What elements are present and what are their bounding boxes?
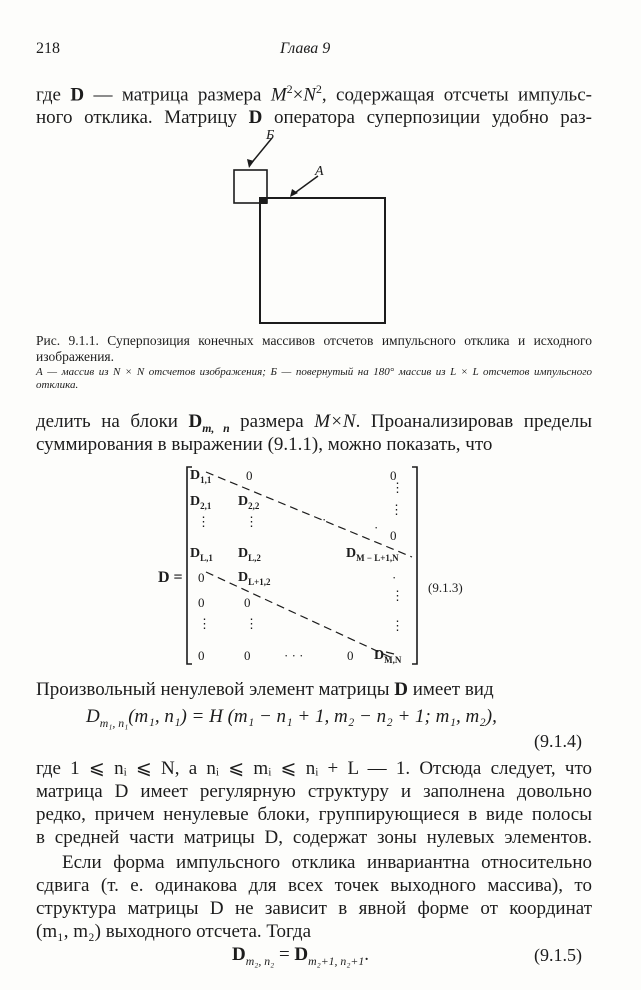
vertical-dots: ⋮ (245, 616, 258, 631)
matrix-equation (150, 462, 610, 672)
para-text: делить на блоки (36, 411, 189, 432)
matrix-lhs: D = (158, 569, 183, 586)
eq-symbol: D (294, 944, 309, 965)
intro-text: , содержащая отсчеты импульс- (321, 84, 592, 106)
arrowhead-a (290, 189, 298, 197)
zero-element: 0 (390, 468, 397, 483)
paragraph-line: где 1 ⩽ nᵢ ⩽ N, а nᵢ ⩽ mᵢ ⩽ nᵢ + L — 1. Отсюда следует, что (36, 758, 592, 779)
block-d-2-1: $D_{2,1}$ (190, 494, 212, 511)
figure-superposition (220, 128, 420, 328)
eq-subscript: m₁, n₁ (99, 716, 129, 730)
horizontal-dots: · · · (284, 648, 304, 663)
matrix-frame (150, 462, 610, 672)
exponent: 2 (315, 83, 322, 96)
upper-band-line (206, 472, 412, 557)
zero-element: 0 (198, 648, 205, 663)
running-head: Глава 9 (280, 40, 331, 57)
zero-element: 0 (244, 595, 251, 610)
equation-number-915: (9.1.5) (534, 945, 582, 965)
matrix-d-symbol: D (394, 679, 408, 700)
para-text: имеет вид (407, 679, 494, 700)
size-mxn: M×N (314, 411, 356, 432)
overlap-region (259, 197, 267, 204)
label-a: А (315, 164, 324, 179)
symbol-m: M (270, 84, 287, 106)
vertical-dots: ⋮ (198, 616, 211, 631)
para-text: . Проанализировав пределы (355, 411, 592, 432)
intro-paragraph (36, 78, 592, 129)
dot: · (392, 570, 397, 585)
eq-symbol: D (86, 706, 100, 727)
vertical-dots: ⋮ (391, 618, 404, 633)
block-d-l-2: $D_{L,2}$ (238, 546, 261, 563)
dot: · (374, 520, 379, 535)
eq-body: (m₁, n₁) = H (m₁ − n₁ + 1, m₂ − n₂ + 1; m₁, m₂), (128, 706, 497, 727)
label-b: Б (266, 128, 275, 143)
zero-element: 0 (347, 648, 354, 663)
zero-element: 0 (246, 468, 253, 483)
matrix-d-symbol: D (188, 411, 203, 432)
eq-subscript: m₂, n₂ (245, 954, 275, 968)
paragraph-line: Если форма импульсного отклика инвариантна относительно (62, 852, 592, 873)
eq-subscript: m₂+1, n₂+1 (308, 954, 365, 968)
block-d-ml1n: $D_{M - L+1,N}$ (346, 546, 399, 563)
matrix-d-symbol: D (70, 84, 85, 106)
intro-text: ного отклика. Матрицу (36, 107, 249, 129)
zero-element: 0 (244, 648, 251, 663)
block-d-l-1: $D_{L,1}$ (190, 546, 213, 563)
paragraph-line: сдвига (т. е. одинакова для всех точек выходного массива), то (36, 875, 592, 896)
zero-element: 0 (390, 528, 397, 543)
right-bracket (412, 467, 417, 664)
paragraph-element (36, 679, 494, 701)
equation-number-914: (9.1.4) (534, 731, 582, 751)
paragraph-line: в средней части матрицы D, содержат зоны нулевых элементов. (36, 827, 592, 848)
vertical-dots: ⋮ (197, 514, 210, 529)
intro-text: — матрица размера (84, 84, 271, 106)
subscript: m, n (202, 421, 230, 435)
vertical-dots: ⋮ (390, 502, 403, 517)
eq-symbol: D (232, 944, 246, 965)
vertical-dots: ⋮ (245, 514, 258, 529)
page-number: 218 (36, 40, 60, 57)
figure-legend: А — массив из N × N отсчетов изображения; Б — повернутый на 180° массив из L × L отсчетов импульсного отклика. (36, 366, 592, 391)
equation-915 (232, 944, 369, 969)
paragraph-line: структура матрицы D не зависит в явной форме от координат (36, 898, 592, 919)
block-d-m-n: $D_{M,N}$ (374, 648, 402, 665)
intro-text: оператора суперпозиции удобно раз- (262, 107, 592, 129)
paragraph-line: (m₁, m₂) выходного отсчета. Тогда (36, 921, 311, 942)
eq-sign: = (274, 944, 295, 965)
exponent: 2 (286, 83, 293, 96)
paragraph-line: суммирования в выражении (9.1.1), можно показать, что (36, 434, 493, 455)
paragraph-line: матрица D имеет регулярную структуру и заполнена довольно (36, 781, 592, 802)
equation-number-913: (9.1.3) (428, 580, 463, 595)
matrix-d-symbol: D (248, 107, 263, 129)
vertical-dots: ⋮ (391, 480, 404, 495)
lower-band-line (206, 572, 390, 657)
vertical-dots: ⋮ (391, 588, 404, 603)
symbol-n: N (303, 84, 316, 106)
zero-element: 0 (198, 595, 205, 610)
figure-caption: Рис. 9.1.1. Суперпозиция конечных массивов отсчетов импульсного отклика и исходного изображения. (36, 333, 592, 364)
block-d-2-2: $D_{2,2}$ (238, 494, 260, 511)
dot: · (322, 512, 327, 527)
image-array-a (260, 198, 385, 323)
intro-text: где (36, 84, 71, 106)
zero-element: 0 (198, 570, 205, 585)
para-text: размера (229, 411, 315, 432)
times-sign: × (292, 84, 304, 106)
para-text: Произвольный ненулевой элемент матрицы (36, 679, 395, 700)
eq-end: . (364, 944, 369, 965)
paragraph-line: редко, причем ненулевые блоки, группирующиеся в виде полосы (36, 804, 592, 825)
block-d-l1-2: $D_{L+1,2}$ (238, 570, 271, 587)
equation-914 (86, 706, 497, 731)
block-d-1-1: $D_{1,1}$ (190, 468, 212, 485)
